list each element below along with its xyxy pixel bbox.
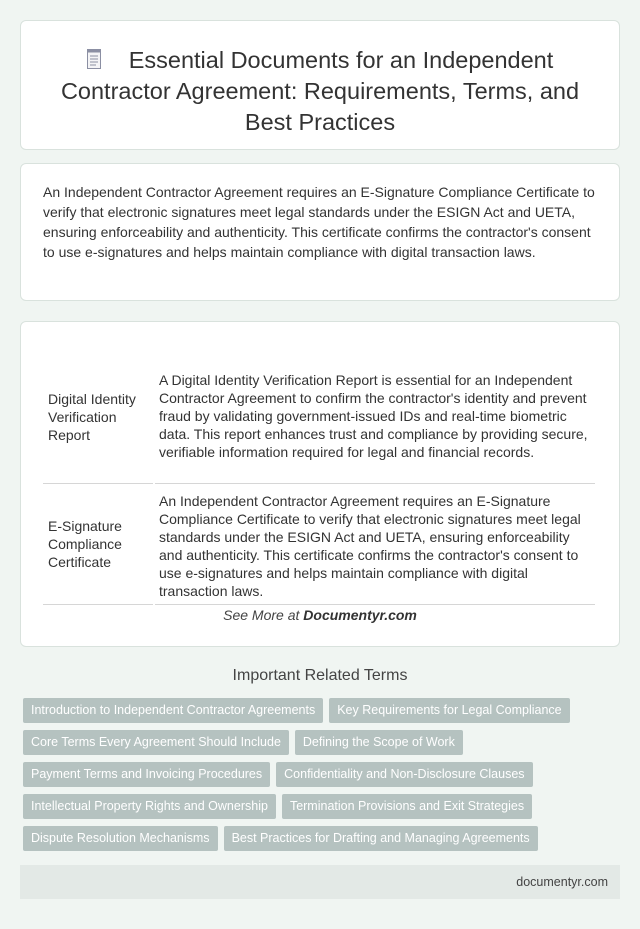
document-description: An Independent Contractor Agreement requires an E-Signature Compliance Certificate to verify that electronic signatures meet legal standards under the ESIGN Act and UETA, ensuring enforceability and authenticity. This certificate confirms the contractor's consent to use e-signatures and helps maintain compliance with digital transaction laws.	[155, 484, 595, 605]
related-term-tag[interactable]: Defining the Scope of Work	[295, 730, 463, 755]
see-more-link[interactable]	[21, 607, 619, 623]
document-icon	[87, 49, 101, 69]
intro-text: An Independent Contractor Agreement requires an E-Signature Compliance Certificate to verify that electronic signatures meet legal standards under the ESIGN Act and UETA, ensuring enforceability and authenticity. This certificate confirms the contractor's consent to use e-signatures and helps maintain compliance with digital transaction laws.	[43, 184, 595, 260]
footer-domain[interactable]: documentyr.com	[516, 875, 608, 889]
page-title	[51, 45, 589, 138]
footer	[20, 865, 620, 899]
related-term-tag[interactable]: Confidentiality and Non-Disclosure Clauses	[276, 762, 532, 787]
intro-card	[20, 163, 620, 301]
document-term: E-Signature Compliance Certificate	[43, 484, 153, 605]
tag-row	[23, 762, 623, 794]
tag-row	[23, 826, 623, 858]
see-more-site[interactable]: Documentyr.com	[303, 607, 417, 623]
documents-card	[20, 321, 620, 647]
related-term-tag[interactable]: Introduction to Independent Contractor Agreements	[23, 698, 323, 723]
related-term-tag[interactable]: Best Practices for Drafting and Managing Agreements	[224, 826, 538, 851]
related-term-tag[interactable]: Dispute Resolution Mechanisms	[23, 826, 218, 851]
related-term-tag[interactable]: Core Terms Every Agreement Should Include	[23, 730, 289, 755]
table-row	[43, 344, 595, 484]
tag-row	[23, 794, 623, 826]
title-card	[20, 20, 620, 150]
related-term-tag[interactable]: Termination Provisions and Exit Strategies	[282, 794, 532, 819]
related-terms-title: Important Related Terms	[232, 667, 408, 684]
table-row	[43, 484, 595, 605]
tag-row	[23, 698, 623, 730]
see-more-prefix: See More at	[223, 607, 304, 623]
document-term: Digital Identity Verification Report	[43, 344, 153, 484]
related-term-tag[interactable]: Payment Terms and Invoicing Procedures	[23, 762, 270, 787]
page-title-text: Essential Documents for an Independent Contractor Agreement: Requirements, Terms, and Best Practices	[60, 47, 580, 135]
related-terms-list	[23, 698, 623, 858]
related-term-tag[interactable]: Key Requirements for Legal Compliance	[329, 698, 569, 723]
tag-row	[23, 730, 623, 762]
related-term-tag[interactable]: Intellectual Property Rights and Ownership	[23, 794, 276, 819]
documents-table	[41, 344, 597, 605]
document-description: A Digital Identity Verification Report is essential for an Independent Contractor Agreement to confirm the contractor's identity and prevent fraud by validating government-issued IDs and real-time biometric data. This report enhances trust and compliance by providing secure, verifiable information required for legal and financial records.	[155, 344, 595, 484]
